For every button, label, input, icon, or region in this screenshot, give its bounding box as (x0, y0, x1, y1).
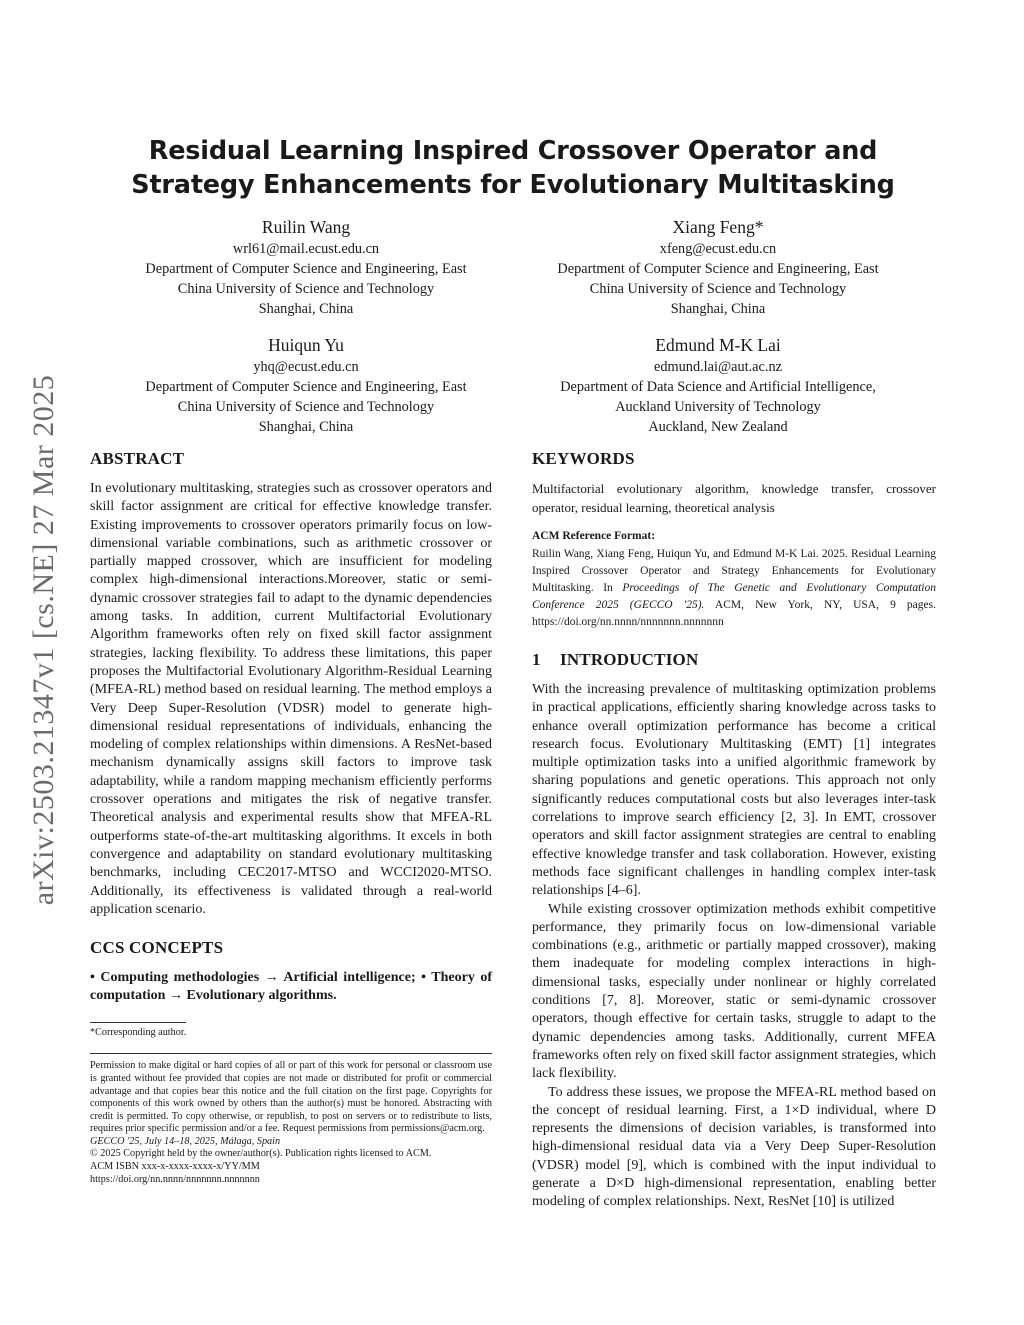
isbn-line: ACM ISBN xxx-x-xxxx-xxxx-x/YY/MM (90, 1161, 260, 1173)
author-affiliation: China University of Science and Technology (589, 281, 847, 297)
left-column (90, 448, 492, 1186)
section-number: 1 (532, 650, 541, 669)
author-block (512, 334, 924, 437)
footnote-corresponding: *Corresponding author. (90, 1026, 187, 1038)
intro-paragraph: To address these issues, we propose the MFEA-RL method based on the concept of residual learning. First, a 1×D individual, where D represents the dimensions of decision variables, is transformed into high-dimensional residual data via a Very Deep Super-Resolution (VDSR) model [9], which is combined with the input individual to generate a D×D high-dimensional representation, enabling better modeling of complex relationships. Next, ResNet [10] is utilized (532, 1084, 936, 1210)
section-title: INTRODUCTION (560, 650, 699, 669)
paper-title: Residual Learning Inspired Crossover Operator and Strategy Enhancements for Evolutionary Multitasking (131, 136, 895, 200)
acm-reference-publisher: ACM, New York, NY, USA, 9 pages. https://doi.org/nn.nnnn/nnnnnnn.nnnnnnn (532, 599, 936, 628)
acm-reference-authors: Ruilin Wang, Xiang Feng, Huiqun Yu, and Edmund M-K Lai. 2025. Residual Learning Inspired Crossover Operator and Strategy Enhancements for Evolutionary Multitasking. In (532, 548, 936, 594)
acm-reference-text (532, 546, 936, 631)
acm-reference-heading: ACM Reference Format: (532, 530, 656, 542)
author-affiliation: China University of Science and Technology (177, 399, 435, 415)
author-name: Xiang Feng* (672, 217, 764, 237)
intro-paragraph: While existing crossover optimization methods exhibit competitive performance, they primarily focus on low-dimensional variable combinations (e.g., arithmetic or partially mapped crossover), making them inadequate for modeling complex interactions in high-dimensional tasks, especially under nonlinear or highly correlated conditions [7, 8]. Moreover, static or semi-dynamic crossover operators, though effective for certain tasks, struggle to adapt to the dynamic dependencies among tasks. Additionally, current MFEA frameworks often rely on fixed skill factor assignment strategies, which lack flexibility. (532, 901, 936, 1082)
author-email: edmund.lai@aut.ac.nz (654, 359, 782, 375)
author-location: Auckland, New Zealand (648, 419, 788, 435)
abstract-text: In evolutionary multitasking, strategies such as crossover operators and skill factor assignment are critical for effective knowledge transfer. Existing improvements to crossover operators primarily focus on low-dimensional variable combinations, such as arithmetic crossover or partially mapped crossover, which are insufficient for modeling complex high-dimensional interactions.Moreover, static or semi-dynamic crossover strategies fail to adapt to the dynamic dependencies among tasks. In addition, current Multifactorial Evolutionary Algorithm frameworks often rely on fixed skill factor assignment strategies, lacking flexibility. To address these limitations, this paper proposes the Multifactorial Evolutionary Algorithm-Residual Learning (MFEA-RL) method based on residual learning. The method employs a Very Deep Super-Resolution (VDSR) model to generate high-dimensional residual representations of individuals, enhancing the modeling of complex relationships within dimensions. A ResNet-based mechanism dynamically assigns skill factors to improve task adaptability, while a random mapping mechanism efficiently performs crossover operations and mitigates the risk of negative transfer. Theoretical analysis and experimental results show that MFEA-RL outperforms state-of-the-art multitasking algorithms. It excels in both convergence and adaptability on standard evolutionary multitasking benchmarks, including CEC2017-MTSO and WCCI2020-MTSO. Additionally, its effectiveness is validated through a real-world application scenario. (90, 481, 492, 917)
author-affiliation: Department of Computer Science and Engineering, East (557, 261, 879, 277)
author-affiliation: Auckland University of Technology (615, 399, 821, 415)
author-affiliation: Department of Computer Science and Engineering, East (145, 261, 467, 277)
author-email: wrl61@mail.ecust.edu.cn (232, 241, 380, 257)
ccs-text: • Computing methodologies → Artificial intelligence; • Theory of computation → Evolutionary algorithms. (90, 970, 492, 1004)
copyright-line: © 2025 Copyright held by the owner/author(s). Publication rights licensed to ACM. (90, 1148, 432, 1160)
keywords-heading: KEYWORDS (532, 449, 635, 468)
abstract-heading: ABSTRACT (90, 449, 185, 468)
ccs-heading: CCS CONCEPTS (90, 938, 224, 958)
permission-divider (90, 1053, 492, 1054)
author-email: yhq@ecust.edu.cn (253, 359, 359, 375)
author-block (100, 334, 512, 437)
author-location: Shanghai, China (258, 301, 354, 317)
author-email: xfeng@ecust.edu.cn (659, 241, 777, 257)
author-location: Shanghai, China (670, 301, 766, 317)
right-column (532, 448, 936, 1212)
author-affiliation: Department of Data Science and Artificial Intelligence, (560, 379, 876, 395)
keywords-text: Multifactorial evolutionary algorithm, knowledge transfer, crossover operator, residual learning, theoretical analysis (532, 481, 936, 515)
author-name: Edmund M-K Lai (655, 335, 781, 355)
arxiv-sidebar-id: arXiv:2503.21347v1 [cs.NE] 27 Mar 2025 (27, 374, 60, 906)
acm-reference-venue: Proceedings of The Genetic and Evolutionary Computation Conference 2025 (GECCO '25). (532, 582, 936, 611)
introduction-heading (532, 649, 936, 671)
author-affiliation: China University of Science and Technology (177, 281, 435, 297)
permission-notice: Permission to make digital or hard copies of all or part of this work for personal or classroom use is granted without fee provided that copies are not made or distributed for profit or commercial advantage and that copies bear this notice and the full citation on the first page. Copyrights for components of this work owned by others than the author(s) must be honored. Abstracting with credit is permitted. To copy otherwise, or republish, to post on servers or to redistribute to lists, requires prior specific permission and/or a fee. Request permissions from permissions@acm.org. (90, 1060, 492, 1135)
author-name: Huiqun Yu (268, 335, 344, 355)
author-block (100, 216, 512, 319)
intro-paragraph: With the increasing prevalence of multitasking optimization problems in practical applications, efficiently sharing knowledge across tasks to enhance overall optimization performance has become a critical research focus. Evolutionary Multitasking (EMT) [1] integrates multiple optimization tasks into a unified algorithmic framework by sharing populations and genetic operations. This approach not only significantly reduces computational costs but also leverages inter-task correlations to improve search efficiency [2, 3]. In EMT, crossover operators and skill factor assignment strategies are central to enabling effective knowledge transfer and task collaboration. However, existing methods face significant challenges in handling complex inter-task relationships [4–6]. (532, 682, 936, 899)
author-name: Ruilin Wang (261, 217, 351, 237)
conference-line: GECCO '25, July 14–18, 2025, Málaga, Spain (90, 1135, 281, 1147)
author-affiliation: Department of Computer Science and Engineering, East (145, 379, 467, 395)
author-block (512, 216, 924, 319)
doi-line: https://doi.org/nn.nnnn/nnnnnnn.nnnnnnn (90, 1173, 260, 1185)
author-location: Shanghai, China (258, 419, 354, 435)
footnote-divider (90, 1022, 186, 1023)
